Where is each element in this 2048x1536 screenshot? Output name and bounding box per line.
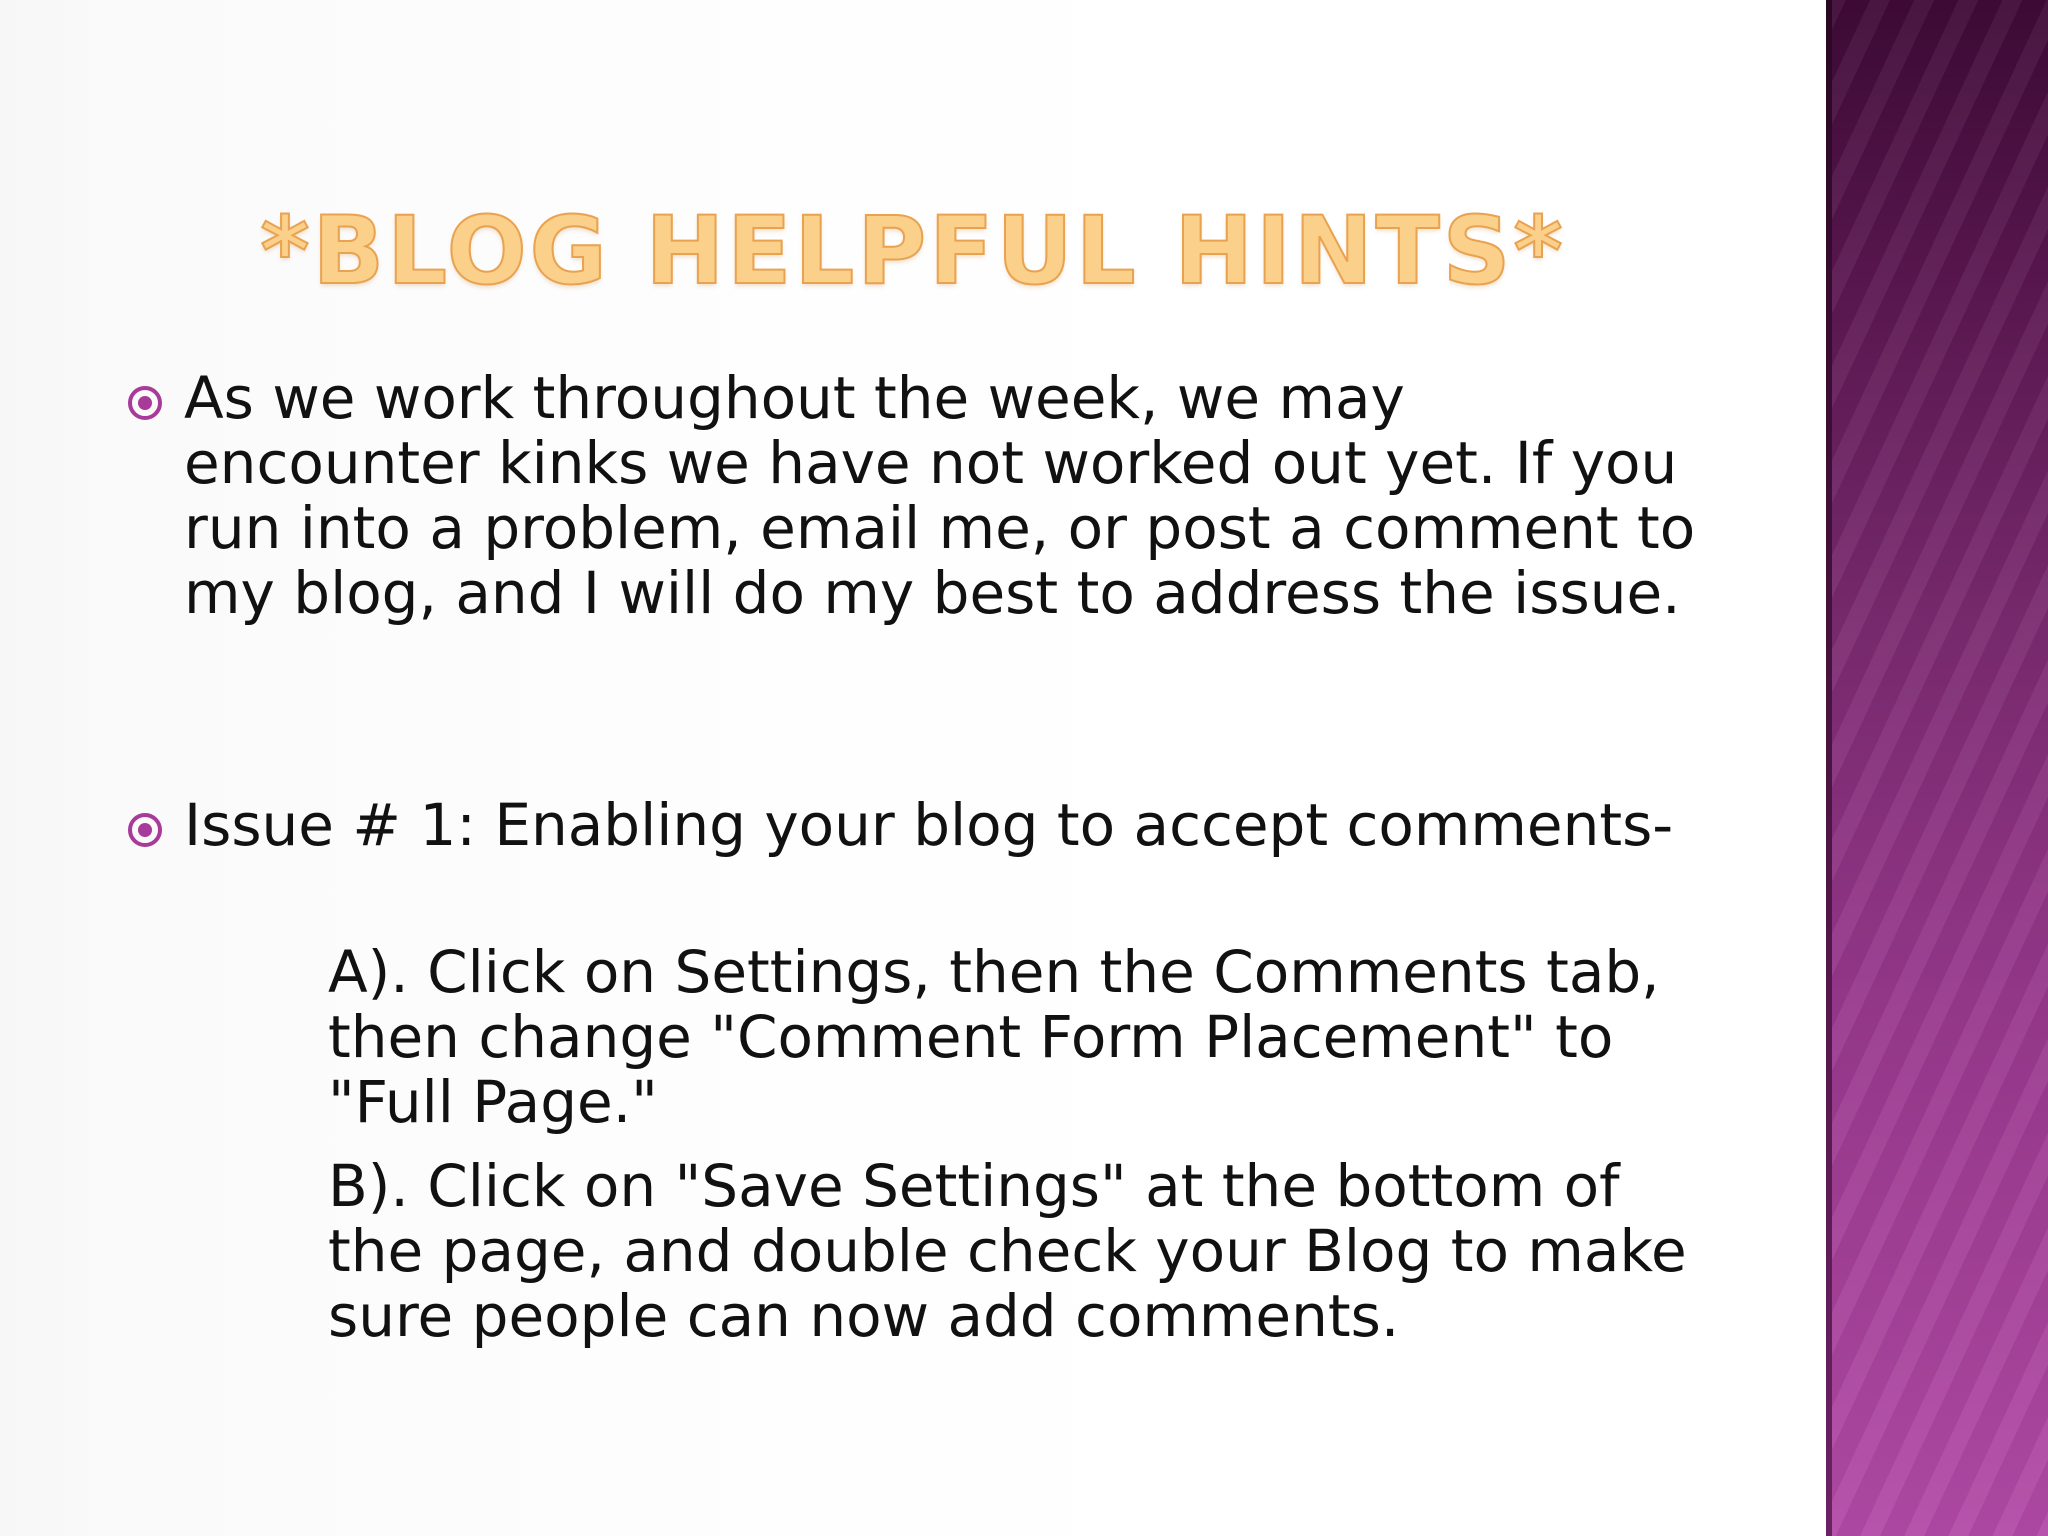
bullet-text-issue-1: Issue # 1: Enabling your blog to accept comments- [184,791,1674,859]
bullet-text-intro: As we work throughout the week, we may encounter kinks we have not worked out yet. If you run into a problem, email me, or post a comment to my blog, and I will do my best to address the issue. [184,364,1696,627]
side-band-edge [1826,0,1832,1536]
step-b-text: B). Click on "Save Settings" at the bottom of the page, and double check your Blog to make sure people can now add comments. [328,1152,1687,1350]
slide-title: *BLOG HELPFUL HINTS* [260,197,1566,306]
decorative-side-band [1826,0,2048,1536]
circle-bullet-icon [126,811,164,849]
step-a-text: A). Click on Settings, then the Comments tab, then change "Comment Form Placement" to "Full Page." [328,938,1660,1136]
circle-bullet-icon [126,384,164,422]
